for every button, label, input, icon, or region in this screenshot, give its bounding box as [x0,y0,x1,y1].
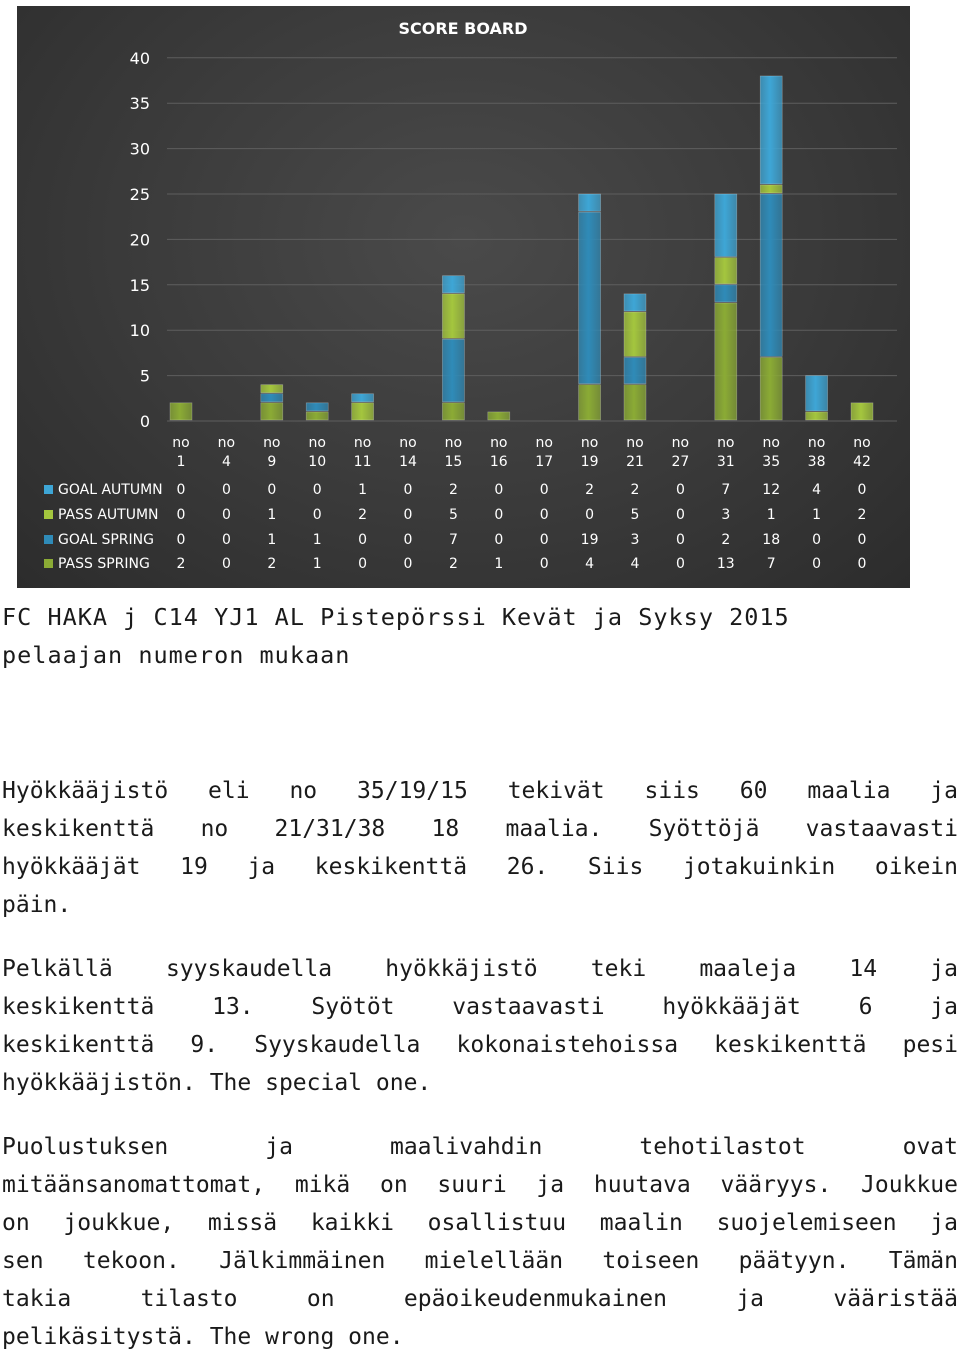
x-tick-label: 35 [762,454,781,470]
legend-swatch [44,485,53,494]
y-tick-label: 35 [129,94,150,114]
x-tick-label: no [717,435,735,451]
paragraph-line: hyökkääjät 19 ja keskikenttä 26. Siis jotakuinkin oikein [2,854,958,880]
bar-segment [442,294,464,338]
x-tick-label: 31 [716,454,735,470]
y-tick-label: 40 [129,48,150,68]
data-label: 1 [766,507,776,523]
data-label: 0 [539,482,549,498]
bar-segment [261,403,283,420]
bar-segment [715,258,737,284]
legend-label: GOAL AUTUMN [58,482,163,498]
bar-segment [806,412,828,420]
bar-segment [760,194,782,356]
data-label: 0 [312,482,322,498]
data-label: 0 [221,507,231,523]
x-tick-label: no [263,435,281,451]
data-label: 0 [812,556,822,572]
data-label: 0 [267,482,277,498]
paragraph-line: on joukkue, missä kaikki osallistuu maalin suojelemiseen ja [2,1210,958,1236]
data-label: 4 [585,556,595,572]
y-tick-label: 30 [129,139,150,159]
bar-segment [760,185,782,193]
y-tick-label: 20 [129,230,150,250]
data-label: 2 [176,556,186,572]
paragraph-line: pelikäsitystä. The wrong one. [2,1324,404,1350]
bar-segment [261,385,283,393]
data-label: 0 [494,482,504,498]
caption-line: FC HAKA j C14 YJ1 AL Pistepörssi Kevät ja Syksy 2015 [2,603,790,631]
data-label: 0 [857,556,867,572]
data-label: 0 [176,507,186,523]
x-tick-label: no [444,435,463,451]
data-label: 3 [630,532,640,548]
paragraph-line: Pelkällä syyskaudella hyökkäjistö teki maaleja 14 ja [2,956,958,982]
paragraph-line: mitäänsanomattomat, mikä on suuri ja huutava vääryys. Joukkue [2,1172,958,1198]
bar-segment [624,385,646,420]
bar-segment [261,394,283,402]
y-tick-label: 5 [139,366,150,386]
data-label: 1 [312,532,322,548]
data-label: 0 [176,482,186,498]
x-tick-label: no [626,435,644,451]
legend-label: PASS SPRING [58,556,150,572]
data-label: 0 [403,482,413,498]
data-label: 2 [630,482,640,498]
data-label: 0 [176,532,186,548]
data-label: 0 [675,532,685,548]
data-label: 0 [403,556,413,572]
data-label: 7 [448,532,458,548]
x-tick-label: 10 [308,454,327,470]
legend-swatch [44,559,53,568]
x-tick-label: no [580,435,599,451]
data-label: 0 [221,556,231,572]
data-label: 1 [358,482,368,498]
caption-line: pelaajan numeron mukaan [2,641,351,669]
bar-segment [170,403,192,420]
data-label: 0 [675,482,685,498]
data-label: 0 [221,482,231,498]
data-label: 5 [448,507,458,523]
data-label: 1 [267,532,277,548]
data-label: 0 [539,556,549,572]
x-tick-label: no [172,435,190,451]
legend-swatch [44,510,53,519]
x-tick-label: 14 [399,454,417,470]
paragraph-line: takia tilasto on epäoikeudenmukainen ja vääristää [2,1286,958,1312]
paragraph-line: keskikenttä 13. Syötöt vastaavasti hyökkääjät 6 ja [2,994,958,1020]
data-label: 2 [267,556,277,572]
data-label: 1 [494,556,504,572]
data-label: 0 [403,507,413,523]
bar-segment [715,303,737,420]
data-label: 0 [403,532,413,548]
data-label: 0 [675,556,685,572]
data-label: 1 [267,507,277,523]
data-label: 0 [539,532,549,548]
y-tick-label: 15 [129,275,150,295]
x-tick-label: 21 [626,454,644,470]
paragraph-line: keskikenttä 9. Syyskaudella kokonaistehoissa keskikenttä pesi [2,1032,958,1058]
bar-segment [715,194,737,257]
x-tick-label: no [671,435,690,451]
data-label: 0 [539,507,549,523]
data-label: 0 [585,507,595,523]
bar-segment [442,276,464,293]
legend-label: PASS AUTUMN [58,507,159,523]
x-tick-label: no [807,435,826,451]
data-label: 0 [358,556,368,572]
data-label: 0 [494,532,504,548]
chart-canvas [17,6,910,588]
paragraph-line: Hyökkääjistö eli no 35/19/15 tekivät siis 60 maalia ja [2,778,958,804]
data-label: 5 [630,507,640,523]
x-tick-label: 4 [221,454,231,470]
score-board-chart [17,6,910,588]
x-tick-label: 19 [580,454,599,470]
x-tick-label: no [762,435,780,451]
x-tick-label: 15 [444,454,463,470]
data-label: 7 [721,482,731,498]
data-label: 0 [675,507,685,523]
bar-segment [579,385,601,420]
bar-segment [624,357,646,383]
x-tick-label: 27 [671,454,690,470]
data-label: 7 [766,556,776,572]
data-label: 0 [494,507,504,523]
bar-segment [579,194,601,211]
legend-swatch [44,535,53,544]
data-label: 4 [812,482,822,498]
data-label: 0 [857,532,867,548]
data-label: 19 [580,532,599,548]
data-label: 12 [762,482,781,498]
data-label: 0 [358,532,368,548]
data-label: 0 [857,482,867,498]
x-tick-label: no [399,435,417,451]
y-tick-label: 10 [129,321,150,341]
bar-segment [352,403,374,420]
data-label: 13 [716,556,735,572]
legend-label: GOAL SPRING [58,532,154,548]
x-tick-label: no [535,435,553,451]
data-label: 2 [448,482,458,498]
x-tick-label: no [353,435,372,451]
x-tick-label: no [490,435,508,451]
bar-segment [579,212,601,384]
paragraph-line: keskikenttä no 21/31/38 18 maalia. Syöttöjä vastaavasti [2,816,958,842]
bar-segment [760,76,782,184]
x-tick-label: 9 [267,454,277,470]
data-label: 2 [448,556,458,572]
paragraph-line: sen tekoon. Jälkimmäinen mielellään toiseen päätyyn. Tämän [2,1248,958,1274]
paragraph-line: Puolustuksen ja maalivahdin tehotilastot ovat [2,1134,958,1160]
data-label: 4 [630,556,640,572]
data-label: 1 [312,556,322,572]
data-label: 18 [762,532,781,548]
bar-segment [624,312,646,356]
bar-segment [806,376,828,411]
data-label: 1 [812,507,822,523]
x-tick-label: 11 [353,454,372,470]
y-tick-label: 25 [129,185,150,204]
y-tick-label: 0 [139,412,150,431]
data-label: 2 [721,532,731,548]
paragraph-line: hyökkääjistön. The special one. [2,1070,432,1096]
data-label: 2 [585,482,595,498]
data-label: 0 [221,532,231,548]
x-tick-label: no [308,435,326,451]
x-tick-label: no [217,435,236,451]
bar-segment [306,403,328,411]
x-tick-label: 38 [807,454,826,470]
x-tick-label: 16 [489,454,508,470]
chart-title: SCORE BOARD [398,19,528,38]
bar-segment [760,357,782,420]
bar-segment [488,412,510,420]
bar-segment [624,294,646,311]
bar-segment [442,339,464,402]
bar-segment [715,285,737,302]
x-tick-label: no [853,435,871,451]
data-label: 2 [358,507,368,523]
x-tick-label: 17 [535,454,554,470]
data-label: 0 [812,532,822,548]
bar-segment [851,403,873,420]
data-label: 0 [312,507,322,523]
bar-segment [442,403,464,420]
data-label: 2 [857,507,867,523]
bar-segment [352,394,374,402]
data-label: 3 [721,507,731,523]
x-tick-label: 1 [176,454,186,470]
x-tick-label: 42 [853,454,871,470]
bar-segment [306,412,328,420]
paragraph-line: päin. [2,892,72,918]
